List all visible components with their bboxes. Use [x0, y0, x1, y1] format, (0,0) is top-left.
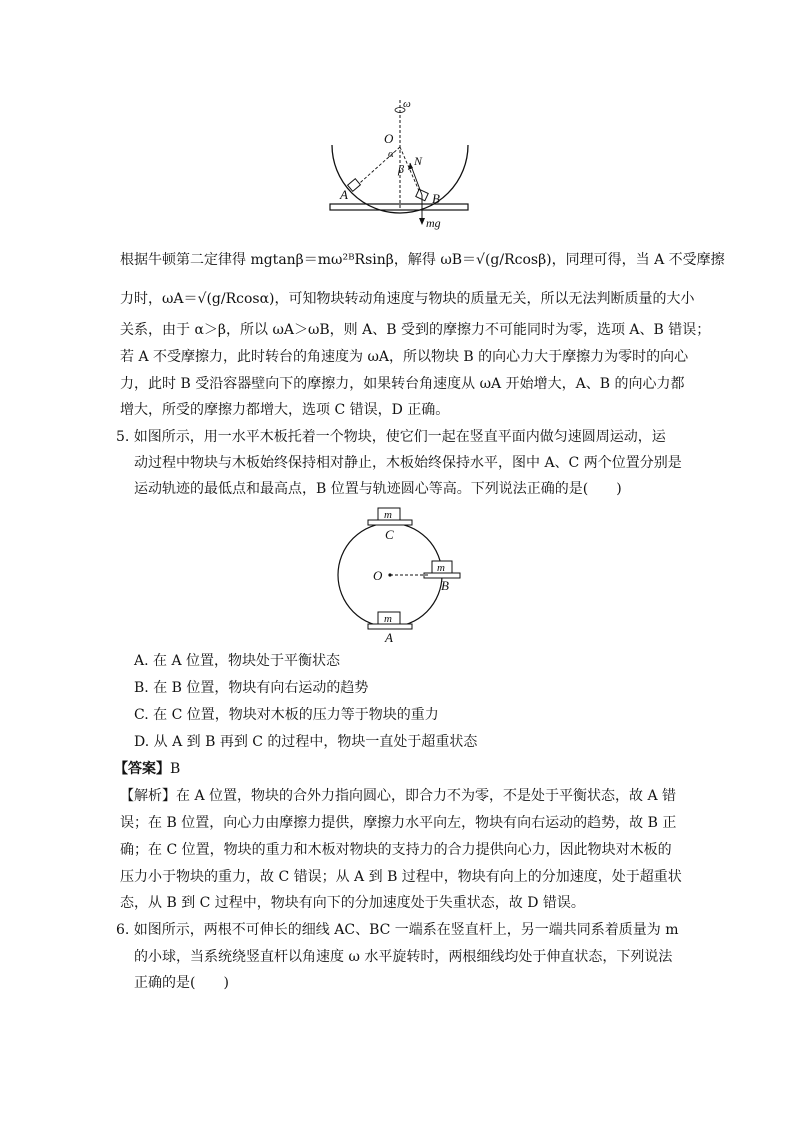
label-m-right: m — [437, 562, 445, 574]
label-B: B — [432, 191, 440, 206]
label-N: N — [414, 154, 423, 168]
label-alpha: α — [388, 148, 394, 160]
label-B-circle: B — [441, 578, 449, 593]
paragraph1-line-5: 力，此时 B 受沿容器壁向下的摩擦力，如果转台角速度从 ωA 开始增大，A、B 的向心力都 — [120, 376, 685, 392]
question6-line-1: 6. 如图所示，两根不可伸长的细线 AC、BC 一端系在竖直杆上，另一端共同系着质量为 m — [116, 922, 679, 938]
paragraph1-line-2: 力时，ωA＝√(g/Rcosα)，可知物块转动角速度与物块的质量无关，所以无法判断质量的大小 — [120, 291, 695, 307]
paragraph1-line-3: 关系，由于 α＞β，所以 ωA＞ωB，则 A、B 受到的摩擦力不可能同时为零，选项 A、B 错误； — [120, 322, 711, 338]
analysis-line-3: 确；在 C 位置，物块的重力和木板对物块的支持力的合力提供向心力，因此物块对木板的 — [120, 842, 672, 858]
label-A: A — [340, 187, 348, 202]
analysis-line-2: 误；在 B 位置，向心力由摩擦力提供，摩擦力水平向左，物块有向右运动的趋势，故 B 正 — [120, 815, 677, 831]
block-A — [348, 179, 361, 192]
bowl-figure — [320, 95, 480, 235]
label-mg: mg — [426, 216, 441, 230]
answer-label: 【答案】 — [114, 761, 170, 777]
label-omega: ω — [403, 98, 411, 110]
option-A: A. 在 A 位置，物块处于平衡状态 — [134, 653, 341, 669]
circle-motion-figure — [330, 502, 470, 647]
question6-line-2: 的小球，当系统绕竖直杆以角速度 ω 水平旋转时，两根细线均处于伸直状态，下列说法 — [134, 949, 673, 965]
analysis-line-4: 压力小于物块的重力，故 C 错误；从 A 到 B 过程中，物块有向上的分加速度，处于超重状 — [120, 869, 682, 885]
question5-line-3: 运动轨迹的最低点和最高点，B 位置与轨迹圆心等高。下列说法正确的是( ) — [134, 481, 622, 497]
paragraph1-line-4: 若 A 不受摩擦力，此时转台的角速度为 ωA，所以物块 B 的向心力大于摩擦力为零时的向心 — [120, 349, 689, 365]
answer — [114, 759, 180, 779]
paragraph1-line-6: 增大，所受的摩擦力都增大，选项 C 错误，D 正确。 — [120, 402, 450, 418]
label-O: O — [384, 131, 394, 146]
option-C: C. 在 C 位置，物块对木板的压力等于物块的重力 — [134, 707, 439, 723]
option-D: D. 从 A 到 B 再到 C 的过程中，物块一直处于超重状态 — [134, 734, 478, 750]
paragraph1-line-1: 根据牛顿第二定律得 mgtanβ＝mω²ᴮRsinβ，解得 ωB＝√(g/Rcosβ)，同理可得，当 A 不受摩擦 — [120, 252, 725, 268]
question5-line-1: 5. 如图所示，用一水平木板托着一个物块，使它们一起在竖直平面内做匀速圆周运动，运 — [116, 429, 666, 445]
option-B: B. 在 B 位置，物块有向右运动的趋势 — [134, 680, 369, 696]
gravity-arrowhead-icon — [419, 218, 425, 225]
analysis-line-5: 态，从 B 到 C 过程中，物块有向下的分加速度处于失重状态，故 D 错误。 — [120, 895, 585, 911]
answer-value: B — [170, 761, 181, 777]
label-m-top: m — [384, 509, 392, 521]
label-O-circle: O — [373, 568, 383, 583]
label-C: C — [385, 527, 394, 542]
label-beta: β — [398, 162, 404, 176]
analysis-line-1: 【解析】在 A 位置，物块的合外力指向圆心，即合力不为零，不是处于平衡状态，故 A 错 — [120, 788, 677, 804]
label-A-circle: A — [385, 630, 393, 645]
turntable-plate — [330, 204, 468, 210]
question6-line-3: 正确的是( ) — [134, 975, 229, 991]
label-m-bottom: m — [384, 613, 392, 625]
question5-line-2: 动过程中物块与木板始终保持相对静止，木板始终保持水平，图中 A、C 两个位置分别是 — [134, 455, 682, 471]
